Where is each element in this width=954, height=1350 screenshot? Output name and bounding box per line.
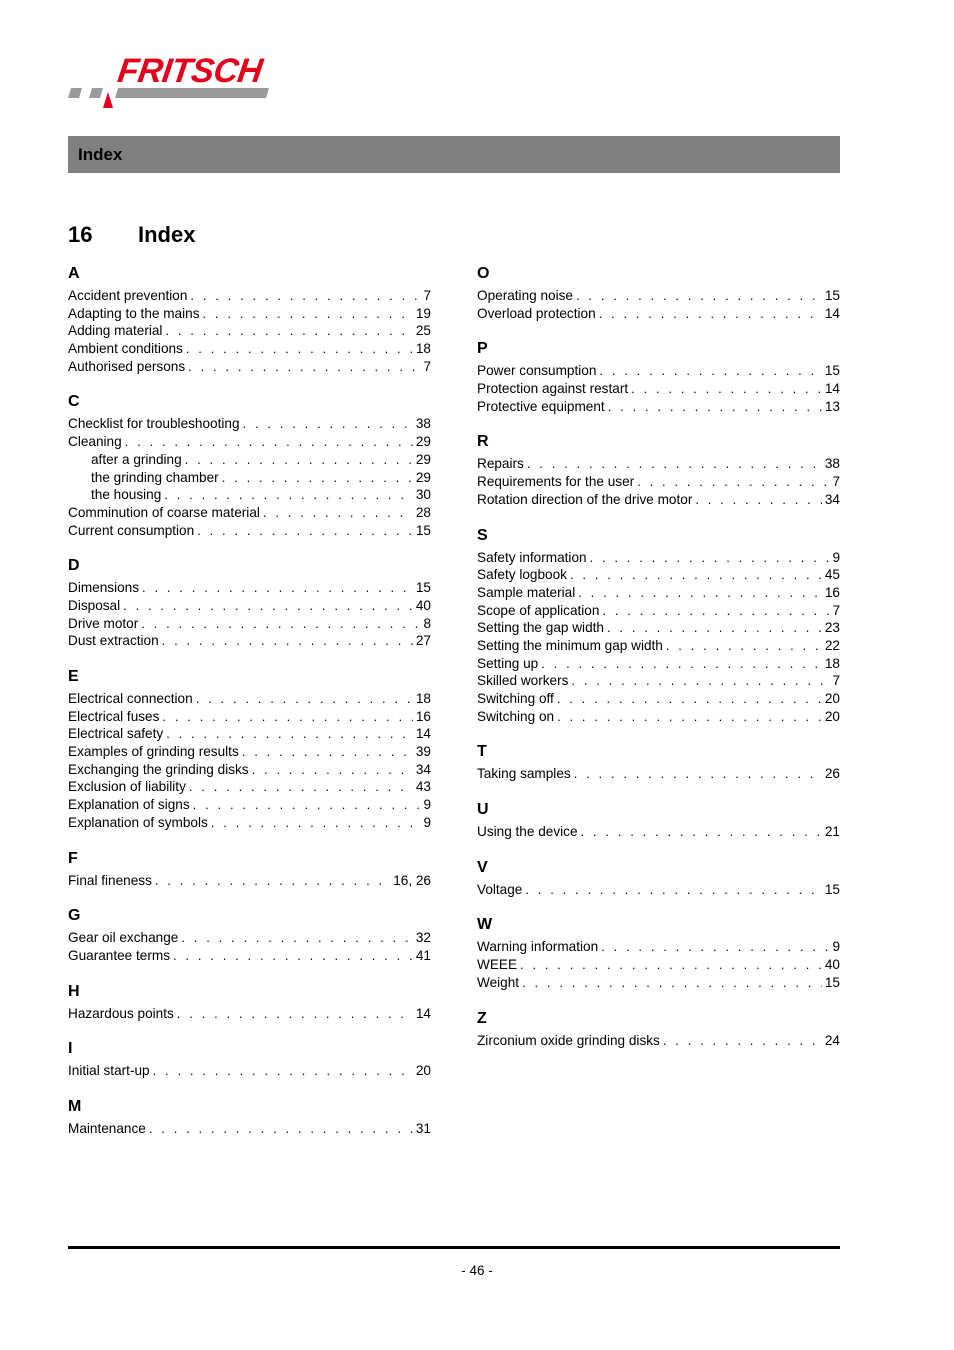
dot-leader [631, 380, 822, 398]
dot-leader [164, 486, 413, 504]
index-page-ref: 16, 26 [393, 872, 431, 888]
index-term: Sample material [477, 584, 576, 600]
index-page-ref: 18 [824, 655, 840, 671]
index-term: Zirconium oxide grinding disks [477, 1032, 660, 1048]
index-entry [477, 655, 840, 673]
index-term: Power consumption [477, 363, 597, 379]
index-entry [477, 566, 840, 584]
index-page-ref: 24 [824, 1032, 840, 1048]
index-group [477, 800, 840, 841]
index-page-ref: 15 [824, 881, 840, 897]
index-group [477, 1009, 840, 1050]
dot-leader [608, 398, 822, 416]
index-page-ref: 43 [415, 779, 431, 795]
index-letter-heading: H [68, 982, 80, 1000]
index-entry [68, 761, 431, 779]
index-term: after a grinding [91, 451, 182, 467]
index-page-ref: 29 [415, 434, 431, 450]
index-page-ref: 18 [415, 341, 431, 357]
dot-leader [522, 974, 822, 992]
dot-leader [607, 619, 822, 637]
index-page-ref: 18 [415, 691, 431, 706]
index-term: WEEE [477, 957, 518, 973]
dot-leader [602, 602, 829, 620]
index-column-right [477, 264, 840, 1066]
index-entry [477, 956, 840, 974]
index-entry [477, 974, 840, 992]
dot-leader [599, 305, 822, 323]
dot-leader [663, 1032, 822, 1050]
index-term: Operating noise [477, 288, 573, 303]
dot-leader [541, 655, 822, 673]
index-page-ref: 34 [824, 491, 840, 507]
dot-leader [155, 872, 390, 890]
index-term: Taking samples [477, 766, 571, 782]
dot-leader [571, 672, 829, 690]
index-group [477, 264, 840, 322]
index-subentry [68, 486, 431, 504]
index-page-ref: 15 [824, 363, 840, 379]
index-entry [477, 362, 840, 380]
index-page-ref: 9 [832, 549, 840, 565]
dot-leader [242, 743, 413, 761]
dot-leader [186, 340, 413, 358]
dot-leader [695, 491, 822, 509]
index-entry [477, 881, 840, 899]
chapter-title: Index [138, 222, 196, 247]
index-page-ref: 23 [824, 620, 840, 636]
index-term: Safety information [477, 549, 587, 565]
index-term: Accident prevention [68, 288, 188, 303]
dot-leader [177, 1005, 413, 1023]
index-term: Initial start-up [68, 1063, 150, 1079]
index-term: Checklist for troubleshooting [68, 416, 240, 432]
index-entry [68, 690, 431, 708]
index-page-ref: 39 [415, 744, 431, 760]
index-page-ref: 7 [423, 358, 431, 374]
index-page-ref: 15 [824, 974, 840, 990]
index-page-ref: 7 [423, 288, 431, 303]
index-page-ref: 41 [415, 947, 431, 963]
dot-leader [197, 522, 413, 540]
index-page-ref: 31 [415, 1120, 431, 1136]
index-term: Warning information [477, 939, 599, 955]
index-term: Switching off [477, 691, 554, 706]
index-subentry [68, 451, 431, 469]
dot-leader [173, 947, 413, 965]
index-entry [477, 491, 840, 509]
index-term: Adding material [68, 323, 163, 339]
index-entry [68, 358, 431, 376]
section-label: Index [78, 145, 123, 164]
dot-leader [637, 473, 829, 491]
index-page-ref: 20 [415, 1063, 431, 1079]
index-group [68, 982, 431, 1023]
index-page-ref: 38 [415, 416, 431, 432]
index-letter-heading: I [68, 1040, 73, 1058]
index-term: Rotation direction of the drive motor [477, 491, 693, 507]
index-page-ref: 40 [415, 597, 431, 613]
dot-leader [570, 566, 822, 584]
index-term: Dimensions [68, 580, 140, 596]
index-page-ref: 40 [824, 957, 840, 973]
index-letter-heading: T [477, 743, 487, 761]
index-term: Using the device [477, 824, 578, 840]
index-entry [477, 1032, 840, 1050]
index-page-ref: 9 [423, 814, 431, 830]
dot-leader [125, 433, 413, 451]
index-entry [68, 597, 431, 615]
index-group [477, 915, 840, 991]
index-entry [68, 708, 431, 726]
index-term: Disposal [68, 597, 121, 613]
index-term: Overload protection [477, 305, 596, 321]
index-page-ref: 7 [832, 474, 840, 490]
index-term: Cleaning [68, 434, 122, 450]
index-entry [68, 632, 431, 650]
index-entry [477, 305, 840, 323]
index-entry [68, 579, 431, 597]
index-entry [477, 380, 840, 398]
index-term: Repairs [477, 456, 524, 472]
index-page-ref: 15 [415, 580, 431, 596]
index-entry [477, 619, 840, 637]
index-term: the housing [91, 487, 162, 503]
index-letter-heading: P [477, 340, 488, 358]
index-page-ref: 7 [832, 602, 840, 618]
index-term: Exclusion of liability [68, 779, 186, 795]
index-entry [477, 708, 840, 726]
index-letter-heading: C [68, 393, 80, 411]
index-letter-heading: G [68, 907, 81, 925]
index-page-ref: 19 [415, 305, 431, 321]
index-entry [68, 814, 431, 832]
index-term: Final fineness [68, 872, 152, 888]
index-group [477, 432, 840, 508]
dot-leader [153, 1062, 413, 1080]
index-page-ref: 16 [824, 584, 840, 600]
index-group [477, 526, 840, 726]
index-group [477, 339, 840, 415]
dot-leader [181, 929, 413, 947]
index-entry [477, 690, 840, 708]
index-term: Maintenance [68, 1120, 146, 1136]
dot-leader [166, 725, 413, 743]
index-page-ref: 28 [415, 504, 431, 520]
index-entry [68, 872, 431, 890]
dot-leader [576, 287, 822, 305]
index-entry [477, 473, 840, 491]
index-page-ref: 26 [824, 766, 840, 782]
index-term: Exchanging the grinding disks [68, 761, 249, 777]
index-subentry [68, 469, 431, 487]
index-page-ref: 15 [824, 288, 840, 303]
index-term: Setting up [477, 655, 539, 671]
index-page-ref: 22 [824, 637, 840, 653]
chapter-heading [68, 222, 195, 248]
index-term: Voltage [477, 881, 523, 897]
index-term: Setting the minimum gap width [477, 637, 663, 653]
index-entry [68, 522, 431, 540]
index-page-ref: 15 [415, 522, 431, 538]
index-entry [68, 778, 431, 796]
dot-leader [196, 690, 413, 708]
index-entry [68, 1062, 431, 1080]
index-group [68, 667, 431, 832]
dot-leader [666, 637, 822, 655]
index-entry [477, 765, 840, 783]
index-entry [477, 672, 840, 690]
dot-leader [581, 823, 822, 841]
index-letter-heading: O [477, 265, 490, 282]
index-group [68, 906, 431, 964]
index-term: Requirements for the user [477, 474, 635, 490]
index-page-ref: 9 [832, 939, 840, 955]
index-page-ref: 29 [415, 451, 431, 467]
index-term: Safety logbook [477, 567, 567, 583]
dot-leader [557, 708, 822, 726]
index-entry [68, 929, 431, 947]
index-page-ref: 16 [415, 708, 431, 724]
index-entry [68, 947, 431, 965]
index-letter-heading: A [68, 265, 80, 282]
index-term: Current consumption [68, 522, 195, 538]
index-term: Examples of grinding results [68, 744, 239, 760]
index-letter-heading: E [68, 668, 79, 685]
index-term: Electrical connection [68, 691, 193, 706]
index-term: Ambient conditions [68, 341, 183, 357]
index-entry [68, 615, 431, 633]
dot-leader [520, 956, 822, 974]
index-entry [68, 796, 431, 814]
index-letter-heading: D [68, 557, 80, 575]
page-number: - 46 - [461, 1263, 493, 1278]
dot-leader [123, 597, 413, 615]
index-page-ref: 21 [824, 824, 840, 840]
dot-leader [185, 451, 413, 469]
index-page-ref: 14 [824, 305, 840, 321]
index-page-ref: 38 [824, 456, 840, 472]
index-entry [477, 637, 840, 655]
dot-leader [590, 549, 830, 567]
index-group [477, 858, 840, 899]
index-entry [68, 415, 431, 433]
index-group [68, 1039, 431, 1080]
index-letter-heading: S [477, 526, 488, 544]
dot-leader [188, 358, 420, 376]
index-entry [477, 455, 840, 473]
index-term: Hazardous points [68, 1005, 174, 1021]
index-letter-heading: Z [477, 1009, 487, 1027]
index-term: the grinding chamber [91, 469, 219, 485]
index-term: Guarantee terms [68, 947, 170, 963]
index-letter-heading: F [68, 849, 78, 867]
index-entry [68, 340, 431, 358]
index-group [68, 849, 431, 890]
index-entry [477, 549, 840, 567]
index-term: Comminution of coarse material [68, 504, 260, 520]
index-term: Protection against restart [477, 381, 629, 397]
dot-leader [601, 938, 829, 956]
index-page-ref: 45 [824, 567, 840, 583]
index-entry [68, 504, 431, 522]
dot-leader [141, 615, 420, 633]
logo-wordmark: FRITSCH [115, 52, 265, 90]
index-term: Dust extraction [68, 633, 159, 649]
index-term: Explanation of signs [68, 797, 190, 813]
index-letter-heading: V [477, 858, 488, 876]
index-page-ref: 34 [415, 761, 431, 777]
index-entry [477, 602, 840, 620]
index-letter-heading: R [477, 433, 489, 451]
dot-leader [578, 584, 822, 602]
index-term: Gear oil exchange [68, 930, 179, 946]
dot-leader [222, 469, 413, 487]
dot-leader [574, 765, 822, 783]
dot-leader [525, 881, 822, 899]
index-entry [68, 725, 431, 743]
dot-leader [203, 305, 413, 323]
index-page-ref: 7 [832, 673, 840, 689]
index-page-ref: 30 [415, 487, 431, 503]
index-group [68, 392, 431, 539]
index-term: Drive motor [68, 615, 139, 631]
index-letter-heading: W [477, 916, 493, 934]
dot-leader [263, 504, 413, 522]
index-page-ref: 13 [824, 398, 840, 414]
index-page-ref: 14 [415, 726, 431, 742]
index-entry [477, 287, 840, 305]
index-group [68, 264, 431, 375]
index-term: Protective equipment [477, 398, 605, 414]
dot-leader [142, 579, 413, 597]
index-page-ref: 8 [423, 615, 431, 631]
index-page-ref: 14 [415, 1005, 431, 1021]
index-page-ref: 20 [824, 708, 840, 724]
index-term: Authorised persons [68, 358, 186, 374]
dot-leader [243, 415, 413, 433]
index-term: Adapting to the mains [68, 305, 200, 321]
index-entry [68, 433, 431, 451]
index-letter-heading: U [477, 801, 489, 819]
fritsch-logo [66, 50, 286, 112]
index-term: Switching on [477, 708, 555, 724]
dot-leader [162, 632, 413, 650]
index-group [68, 1097, 431, 1138]
index-entry [477, 584, 840, 602]
dot-leader [193, 796, 421, 814]
dot-leader [527, 455, 822, 473]
index-group [68, 556, 431, 650]
index-term: Setting the gap width [477, 620, 604, 636]
index-page-ref: 20 [824, 691, 840, 706]
index-entry [68, 305, 431, 323]
index-column-left [68, 264, 431, 1155]
index-entry [68, 1005, 431, 1023]
index-page-ref: 27 [415, 633, 431, 649]
index-letter-heading: M [68, 1097, 82, 1115]
index-entry [68, 1120, 431, 1138]
dot-leader [252, 761, 413, 779]
dot-leader [162, 708, 412, 726]
index-group [477, 742, 840, 783]
index-entry [477, 823, 840, 841]
index-page-ref: 25 [415, 323, 431, 339]
footer-rule [68, 1246, 840, 1249]
index-page-ref: 9 [423, 797, 431, 813]
dot-leader [211, 814, 421, 832]
dot-leader [165, 322, 412, 340]
chapter-number: 16 [68, 222, 93, 247]
index-entry [68, 743, 431, 761]
index-term: Scope of application [477, 602, 600, 618]
index-term: Electrical safety [68, 726, 164, 742]
index-entry [68, 322, 431, 340]
section-header-bar [68, 136, 840, 173]
dot-leader [557, 690, 822, 708]
index-term: Explanation of symbols [68, 814, 208, 830]
index-page-ref: 14 [824, 381, 840, 397]
index-entry [477, 938, 840, 956]
index-term: Weight [477, 974, 520, 990]
index-entry [477, 398, 840, 416]
index-page-ref: 32 [415, 930, 431, 946]
index-term: Skilled workers [477, 673, 569, 689]
dot-leader [599, 362, 821, 380]
dot-leader [189, 778, 413, 796]
dot-leader [190, 287, 420, 305]
dot-leader [149, 1120, 413, 1138]
index-term: Electrical fuses [68, 708, 160, 724]
index-page-ref: 29 [415, 469, 431, 485]
index-entry [68, 287, 431, 305]
